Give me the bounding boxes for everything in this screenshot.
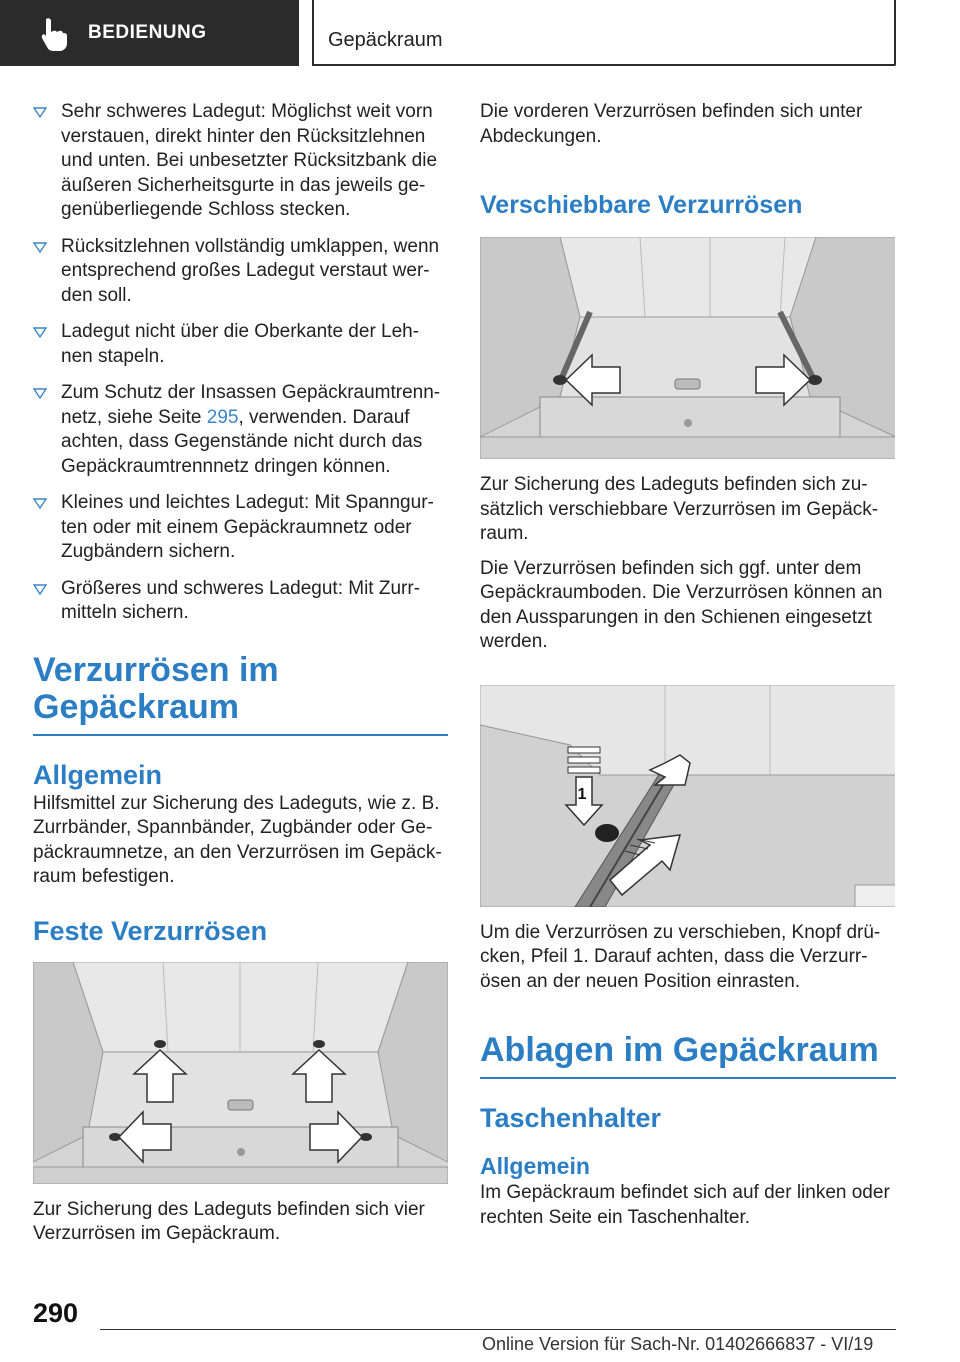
subheading-bag-holder: Taschenhalter [480, 1103, 662, 1133]
page-header [0, 0, 960, 66]
page-link-295[interactable]: 295 [206, 406, 239, 428]
list-item [33, 235, 448, 309]
right-column [480, 100, 896, 1230]
front-tie-downs-text: Die vorderen Verzurrösen befinden sich unter Abdeckungen. [480, 101, 863, 147]
fixed-tie-downs-image [33, 962, 448, 1184]
subheading-sliding-tie-downs: Verschiebbare Verzurrösen [480, 191, 803, 219]
list-item-text: Sehr schweres Ladegut: Möglichst weit vorn verstauen, direkt hinter den Rücksitzlehnen und unten. Bei unbesetzter Rücksitzbank die äußeren Sicherheitsgurte in das jeweils ge-genüberliegende Schloss stecken. [61, 101, 438, 220]
triangle-bullet-icon [33, 107, 47, 118]
section-heading-storage: Ablagen im Gepäckraum [480, 1032, 896, 1079]
section-label: BEDIENUNG [88, 22, 207, 43]
list-item [33, 491, 448, 565]
sliding-button-image [480, 685, 895, 907]
page-title-box [312, 0, 896, 66]
sliding-text-2: Die Verzurrösen befinden sich ggf. unter dem Gepäckraumboden. Die Verzurrösen können an den Aussparungen in den Schienen eingesetzt werden. [480, 557, 883, 652]
list-item-text: Größeres und schweres Ladegut: Mit Zurr-mitteln sichern. [61, 577, 421, 623]
subheading-general: Allgemein [33, 759, 163, 790]
triangle-bullet-icon [33, 242, 47, 253]
triangle-bullet-icon [33, 388, 47, 399]
list-item-text: Zum Schutz der Insassen Gepäckraumtrenn-netz, siehe Seite [61, 382, 441, 428]
list-item [33, 381, 448, 479]
sliding-text-3: Um die Verzurrösen zu verschieben, Knopf drü-cken, Pfeil 1. Darauf achten, dass die Verzurr-ösen an der neuen Position einrasten. [480, 921, 881, 992]
list-item [33, 577, 448, 626]
footer-divider [100, 1329, 896, 1330]
page-number: 290 [33, 1298, 79, 1328]
triangle-bullet-icon [33, 498, 47, 509]
triangle-bullet-icon [33, 327, 47, 338]
footer-online-version: Online Version für Sach-Nr. 01402666837 - VI/19 [482, 1334, 874, 1354]
loading-tips-list [33, 100, 448, 626]
list-item [33, 100, 448, 223]
sliding-text-1: Zur Sicherung des Ladeguts befinden sich zu-sätzlich verschiebbare Verzurrösen im Gepäck-raum. [480, 474, 879, 544]
list-item [33, 320, 448, 369]
left-column [33, 100, 448, 1247]
triangle-bullet-icon [33, 584, 47, 595]
list-item-text: Ladegut nicht über die Oberkante der Leh-nen stapeln. [61, 321, 420, 367]
section-heading-tie-downs: Verzurrösen im Gepäckraum [33, 652, 448, 736]
fixed-tie-downs-caption: Zur Sicherung des Ladeguts befinden sich vier Verzurrösen im Gepäckraum. [33, 1198, 425, 1244]
section-tab [0, 0, 299, 66]
callout-number-1: 1 [577, 785, 587, 803]
list-item-text: , verwenden. Darauf achten, dass Gegenstände nicht durch das Gepäckraumtrennnetz dringen können. [61, 406, 423, 477]
hand-pointer-icon [32, 13, 72, 53]
subheading-bag-general: Allgemein [480, 1153, 590, 1179]
page-title: Gepäckraum [328, 29, 443, 51]
subheading-fixed-tie-downs: Feste Verzurrösen [33, 915, 268, 946]
list-item-text: Rücksitzlehnen vollständig umklappen, wenn entsprechend großes Ladegut verstaut wer-den soll. [61, 235, 440, 306]
sliding-tie-downs-image [480, 237, 895, 459]
bag-holder-text: Im Gepäckraum befindet sich auf der linken oder rechten Seite ein Taschenhalter. [480, 1182, 890, 1228]
general-text: Hilfsmittel zur Sicherung des Ladeguts, wie z. B. Zurrbänder, Spannbänder, Zugbänder oder Ge-päckraumnetze, an den Verzurrösen im Gepäck-raum befestigen. [33, 792, 442, 887]
list-item-text: Kleines und leichtes Ladegut: Mit Spanngur-ten oder mit einem Gepäckraumnetz oder Zugbändern sichern. [61, 492, 434, 562]
